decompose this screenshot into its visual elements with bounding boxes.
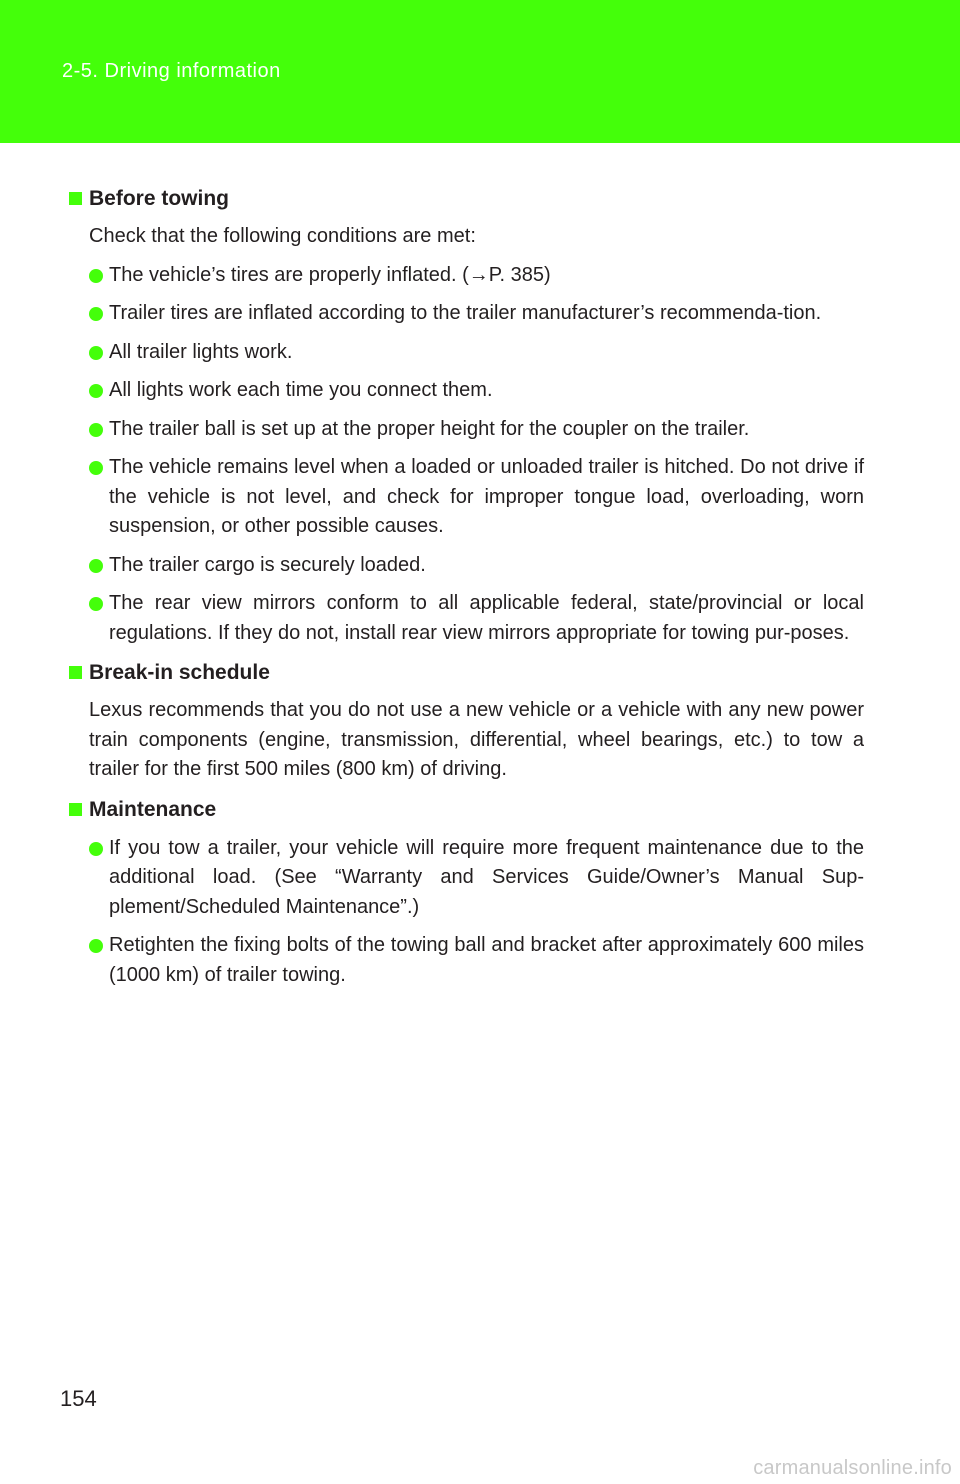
list-item: Trailer tires are inflated according to the trailer manufacturer’s recommenda-tion.	[69, 299, 864, 329]
list-item: The rear view mirrors conform to all applicable federal, state/provincial or local regulations. If they do not, install rear view mirrors appropriate for towing pur-poses.	[69, 589, 864, 648]
list-item: The vehicle’s tires are properly inflated. (→P. 385)	[69, 261, 864, 291]
section-heading: Break-in schedule	[69, 658, 864, 688]
square-bullet-icon	[69, 803, 82, 816]
section-heading: Maintenance	[69, 795, 864, 825]
square-bullet-icon	[69, 192, 82, 205]
list-item: All lights work each time you connect them.	[69, 376, 864, 406]
circle-bullet-icon	[89, 423, 103, 437]
list-item: Retighten the fixing bolts of the towing ball and bracket after approximately 600 miles (1000 km) of trailer towing.	[69, 931, 864, 990]
watermark: carmanualsonline.info	[753, 1457, 952, 1479]
break-in-text: Lexus recommends that you do not use a new vehicle or a vehicle with any new power train components (engine, transmission, differential, wheel bearings, etc.) to tow a trailer for the first 500 miles (800 km) of driving.	[89, 699, 864, 780]
circle-bullet-icon	[89, 559, 103, 573]
section-heading: Before towing	[69, 184, 864, 214]
list-item: If you tow a trailer, your vehicle will require more frequent maintenance due to the additional load. (See “Warranty and Services Guide/Owner’s Manual Sup-plement/Scheduled Maintenance”.)	[69, 834, 864, 923]
circle-bullet-icon	[89, 939, 103, 953]
maintenance-section	[69, 795, 864, 991]
break-in-section	[69, 658, 864, 785]
square-bullet-icon	[69, 666, 82, 679]
page-number: 154	[60, 1386, 97, 1411]
circle-bullet-icon	[89, 842, 103, 856]
list-item: The trailer cargo is securely loaded.	[69, 551, 864, 581]
circle-bullet-icon	[89, 307, 103, 321]
page-content	[69, 184, 864, 990]
list-item: All trailer lights work.	[69, 338, 864, 368]
intro-text: Check that the following conditions are met:	[89, 225, 476, 247]
section-title: 2-5. Driving information	[62, 60, 281, 82]
circle-bullet-icon	[89, 269, 103, 283]
circle-bullet-icon	[89, 346, 103, 360]
circle-bullet-icon	[89, 597, 103, 611]
list-item: The vehicle remains level when a loaded or unloaded trailer is hitched. Do not drive if the vehicle is not level, and check for improper tongue load, overloading, worn suspension, or other possible causes.	[69, 453, 864, 542]
before-towing-section	[69, 184, 864, 648]
list-item: The trailer ball is set up at the proper height for the coupler on the trailer.	[69, 415, 864, 445]
circle-bullet-icon	[89, 384, 103, 398]
circle-bullet-icon	[89, 461, 103, 475]
